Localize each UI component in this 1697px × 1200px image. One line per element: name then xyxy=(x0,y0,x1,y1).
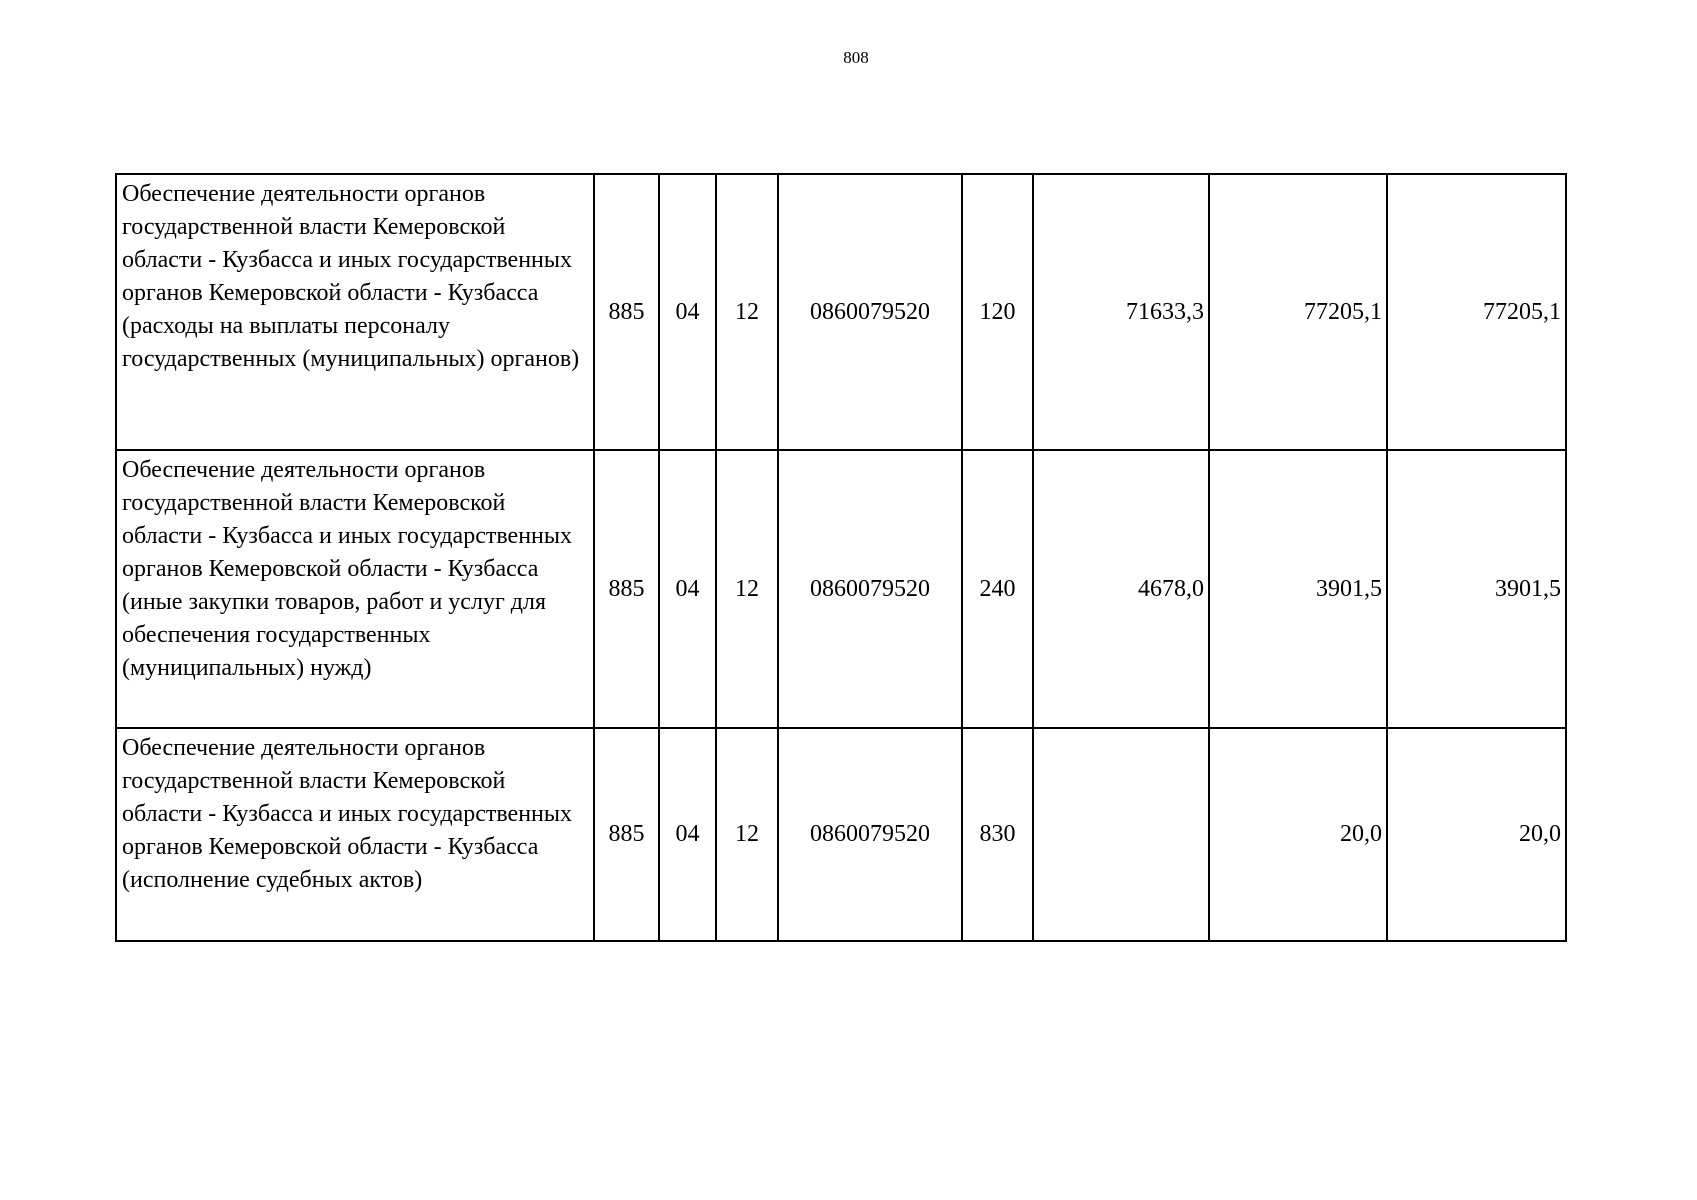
amount-year-1 xyxy=(1033,728,1209,941)
budget-table xyxy=(115,173,1567,942)
subsection-code: 12 xyxy=(716,450,778,728)
amount-year-3: 77205,1 xyxy=(1387,174,1566,450)
subsection-code: 12 xyxy=(716,728,778,941)
amount-year-2: 3901,5 xyxy=(1209,450,1387,728)
target-article-code: 0860079520 xyxy=(778,174,962,450)
table-row xyxy=(116,174,1566,450)
expense-description: Обеспечение деятельности органов государственной власти Кемеровской области - Кузбасса и иных государственных органов Кемеровской области - Кузбасса (иные закупки товаров, работ и услуг для обеспечения государственных (муниципальных) нужд) xyxy=(116,450,594,728)
expense-type-code: 240 xyxy=(962,450,1033,728)
table-row xyxy=(116,728,1566,941)
section-code: 04 xyxy=(659,450,716,728)
target-article-code: 0860079520 xyxy=(778,450,962,728)
amount-year-1: 71633,3 xyxy=(1033,174,1209,450)
ministry-code: 885 xyxy=(594,174,659,450)
amount-year-2: 77205,1 xyxy=(1209,174,1387,450)
expense-type-code: 120 xyxy=(962,174,1033,450)
target-article-code: 0860079520 xyxy=(778,728,962,941)
expense-type-code: 830 xyxy=(962,728,1033,941)
expense-description: Обеспечение деятельности органов государственной власти Кемеровской области - Кузбасса и иных государственных органов Кемеровской области - Кузбасса (расходы на выплаты персоналу государственных (муниципальных) органов) xyxy=(116,174,594,450)
amount-year-3: 20,0 xyxy=(1387,728,1566,941)
section-code: 04 xyxy=(659,174,716,450)
page-number: 808 xyxy=(843,48,869,67)
ministry-code: 885 xyxy=(594,450,659,728)
amount-year-1: 4678,0 xyxy=(1033,450,1209,728)
amount-year-3: 3901,5 xyxy=(1387,450,1566,728)
table-row xyxy=(116,450,1566,728)
expense-description: Обеспечение деятельности органов государственной власти Кемеровской области - Кузбасса и иных государственных органов Кемеровской области - Кузбасса (исполнение судебных актов) xyxy=(116,728,594,941)
amount-year-2: 20,0 xyxy=(1209,728,1387,941)
section-code: 04 xyxy=(659,728,716,941)
subsection-code: 12 xyxy=(716,174,778,450)
ministry-code: 885 xyxy=(594,728,659,941)
